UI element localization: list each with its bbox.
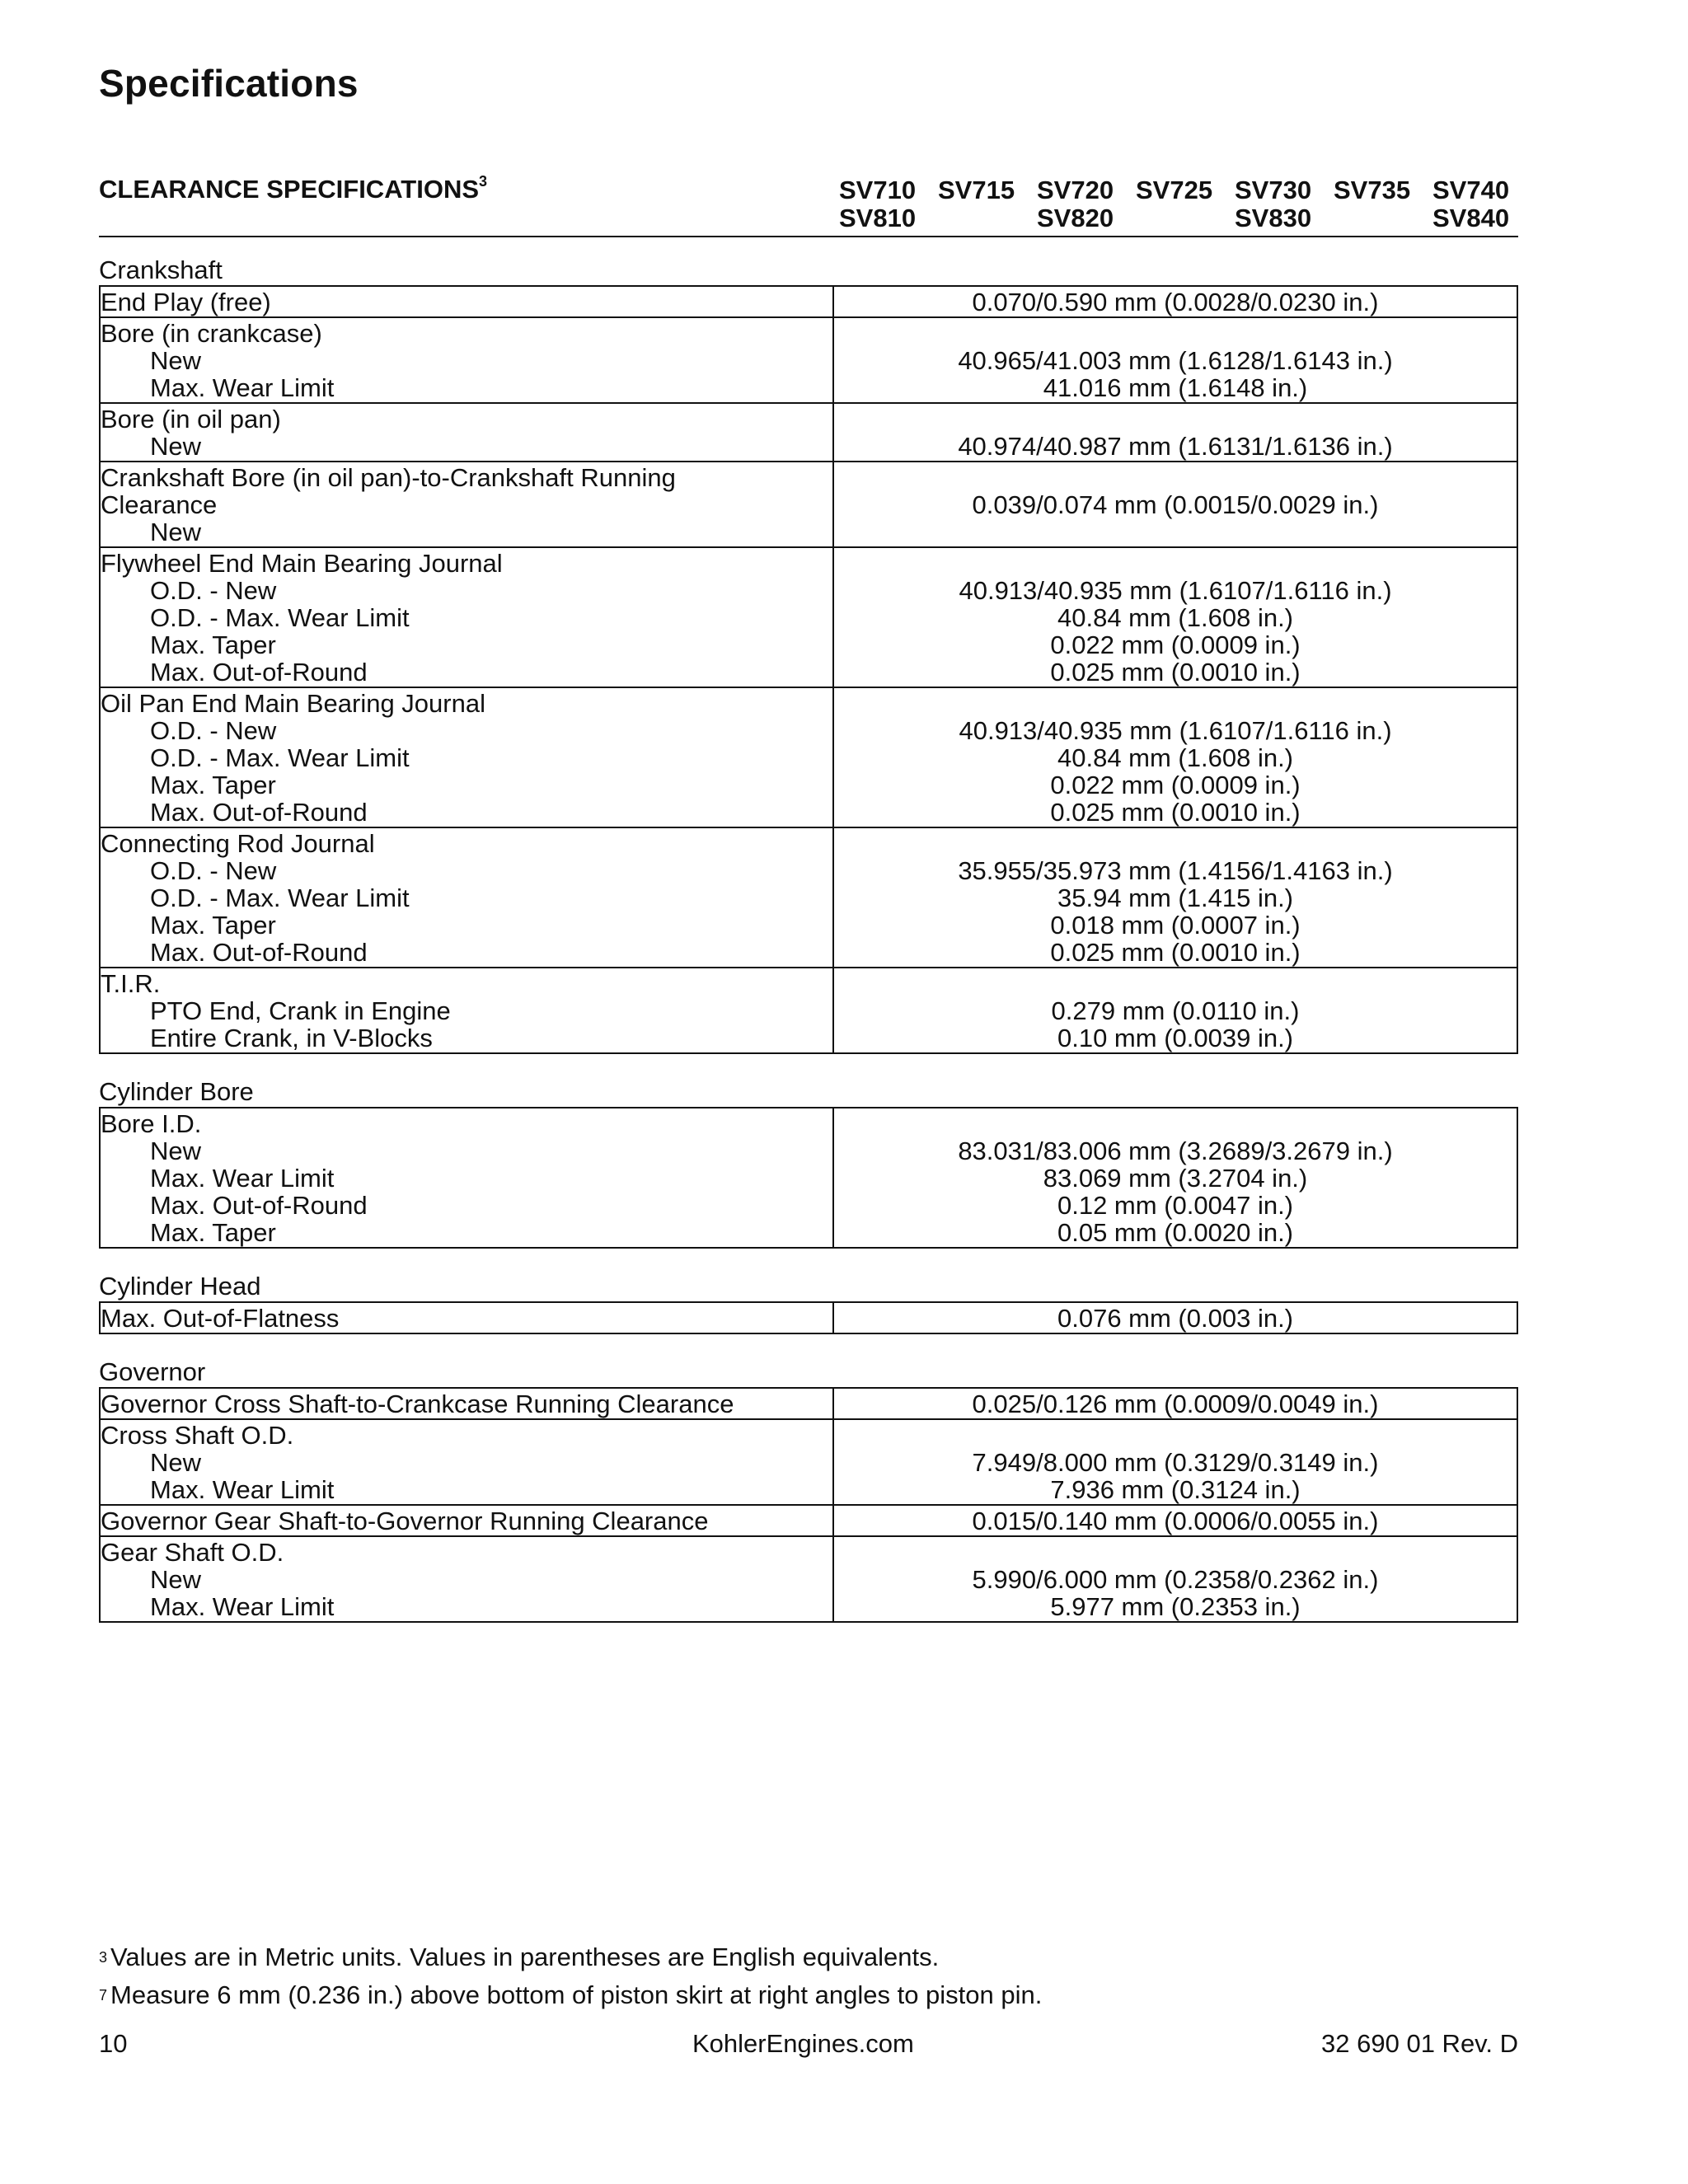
spec-label-cell [100,1302,833,1333]
table-row [100,547,1517,687]
spec-label: Clearance [101,490,218,519]
spec-label-cell [100,687,833,827]
spec-label: Oil Pan End Main Bearing Journal [101,689,485,718]
table-row [100,462,1517,547]
spec-sub-item: Max. Wear Limit [150,1592,335,1621]
spec-table-header [99,173,1518,237]
spec-table [99,1301,1518,1334]
spec-value: 40.84 mm (1.608 in.) [1057,603,1294,632]
spec-value [834,1422,1517,1449]
spec-value [834,464,1517,491]
spec-value: 0.05 mm (0.0020 in.) [1057,1218,1294,1247]
model-name: SV840 [1432,204,1510,232]
footnote-text: Measure 6 mm (0.236 in.) above bottom of piston skirt at right angles to piston pin. [110,1980,1043,2009]
spec-value-cell [833,1108,1517,1248]
footnote-text: Values are in Metric units. Values in parentheses are English equivalents. [110,1943,940,1971]
spec-value-cell [833,547,1517,687]
table-row [100,1419,1517,1505]
spec-value-cell [833,1505,1517,1536]
spec-sub-item: O.D. - Max. Wear Limit [150,883,410,912]
spec-label-cell [100,547,833,687]
document-number: 32 690 01 Rev. D [1321,2029,1518,2058]
model-column [1136,176,1212,204]
table-row [100,286,1517,317]
spec-label: T.I.R. [101,969,161,998]
model-column [938,176,1015,204]
spec-value-cell [833,462,1517,547]
spec-value: 40.84 mm (1.608 in.) [1057,743,1294,772]
spec-value: 0.025 mm (0.0010 in.) [1050,658,1301,687]
model-name: SV715 [938,176,1015,204]
spec-value [834,1539,1517,1566]
spec-sub-item: New [150,1137,202,1165]
spec-label: Bore I.D. [101,1109,202,1138]
spec-sub-item: Max. Wear Limit [150,1164,335,1193]
spec-sub-item: Entire Crank, in V-Blocks [150,1024,433,1052]
footnote-mark: 3 [99,1949,108,1966]
spec-value-cell [833,827,1517,968]
spec-label: Governor Gear Shaft-to-Governor Running Clearance [101,1507,709,1535]
spec-table [99,1107,1518,1249]
spec-label-cell [100,827,833,968]
table-row [100,968,1517,1053]
spec-value: 0.025/0.126 mm (0.0009/0.0049 in.) [972,1390,1379,1418]
spec-sub-item: Max. Wear Limit [150,373,335,402]
model-column [1037,176,1114,232]
spec-value: 0.070/0.590 mm (0.0028/0.0230 in.) [972,288,1379,316]
spec-value: 0.10 mm (0.0039 in.) [1057,1024,1294,1052]
spec-label-cell [100,1419,833,1505]
spec-value: 40.913/40.935 mm (1.6107/1.6116 in.) [959,576,1392,605]
spec-value-cell [833,1388,1517,1419]
spec-sub-item: New [150,1565,202,1594]
model-column [1235,176,1311,232]
spec-sub-item: Max. Taper [150,771,276,799]
model-name: SV725 [1136,176,1213,204]
spec-sub-item: O.D. - Max. Wear Limit [150,743,410,772]
spec-value-cell [833,968,1517,1053]
spec-value [834,690,1517,717]
spec-section [99,1357,1518,1623]
section-title: Governor [99,1357,206,1386]
spec-label: Max. Out-of-Flatness [101,1304,340,1333]
footnote [99,1976,1042,2014]
clearance-specifications-heading: CLEARANCE SPECIFICATIONS$^3$ [99,173,488,204]
model-name: SV735 [1334,176,1411,204]
model-column [1334,176,1410,204]
footnote [99,1938,1042,1976]
table-row [100,403,1517,462]
spec-label-cell [100,1388,833,1419]
spec-section [99,1272,1518,1334]
footnote-ref: 3 [479,173,488,190]
spec-value-cell [833,1536,1517,1622]
spec-label-cell [100,1505,833,1536]
spec-value: 0.022 mm (0.0009 in.) [1050,771,1301,799]
table-row [100,827,1517,968]
table-row [100,1388,1517,1419]
spec-label: Governor Cross Shaft-to-Crankcase Running Clearance [101,1390,734,1418]
spec-value: 40.913/40.935 mm (1.6107/1.6116 in.) [959,716,1392,745]
spec-label: Cross Shaft O.D. [101,1421,294,1450]
model-name: SV730 [1235,176,1312,204]
spec-sub-item: Max. Out-of-Round [150,938,368,967]
spec-value: 0.12 mm (0.0047 in.) [1057,1191,1294,1220]
model-name: SV830 [1235,204,1312,232]
model-column [1432,176,1509,232]
spec-label: Bore (in crankcase) [101,319,322,348]
spec-value: 35.94 mm (1.415 in.) [1057,883,1294,912]
table-row [100,317,1517,403]
table-row [100,1505,1517,1536]
spec-value [834,830,1517,857]
model-name: SV810 [839,204,917,232]
spec-sub-item: New [150,1448,202,1477]
spec-value [834,405,1517,433]
spec-sub-item: Max. Out-of-Round [150,1191,368,1220]
spec-value-cell [833,317,1517,403]
spec-value: 0.076 mm (0.003 in.) [1057,1304,1294,1333]
spec-value: 0.022 mm (0.0009 in.) [1050,630,1301,659]
spec-label-cell [100,286,833,317]
spec-sub-item: Max. Out-of-Round [150,658,368,687]
spec-value-cell [833,403,1517,462]
spec-value-cell [833,687,1517,827]
spec-value: 0.025 mm (0.0010 in.) [1050,938,1301,967]
spec-label: Bore (in oil pan) [101,405,281,434]
spec-sub-item: O.D. - New [150,576,277,605]
model-column [839,176,916,232]
spec-section [99,1077,1518,1249]
spec-section [99,255,1518,1054]
model-name: SV820 [1037,204,1114,232]
spec-value: 40.965/41.003 mm (1.6128/1.6143 in.) [958,346,1393,375]
spec-sub-item: O.D. - Max. Wear Limit [150,603,410,632]
page-number: 10 [99,2029,128,2058]
spec-label: Connecting Rod Journal [101,829,375,858]
spec-label-cell [100,1536,833,1622]
spec-sub-item: O.D. - New [150,856,277,885]
spec-value: 5.977 mm (0.2353 in.) [1050,1592,1301,1621]
spec-sub-item: Max. Taper [150,911,276,940]
spec-value-cell [833,1419,1517,1505]
model-name: SV710 [839,176,917,204]
spec-value [834,550,1517,577]
spec-value: 0.039/0.074 mm (0.0015/0.0029 in.) [972,490,1379,519]
spec-value: 7.949/8.000 mm (0.3129/0.3149 in.) [972,1448,1379,1477]
spec-sub-item: New [150,346,202,375]
spec-table [99,1387,1518,1623]
spec-label-cell [100,403,833,462]
spec-value [834,320,1517,347]
spec-label: End Play (free) [101,288,271,316]
spec-sub-item: PTO End, Crank in Engine [150,996,451,1025]
spec-label: Gear Shaft O.D. [101,1538,284,1567]
section-title: Cylinder Bore [99,1077,254,1106]
spec-value: 83.031/83.006 mm (3.2689/3.2679 in.) [958,1137,1393,1165]
spec-label-cell [100,968,833,1053]
page-footer [99,2029,1518,2062]
section-title: Crankshaft [99,255,223,284]
footnote-mark: 7 [99,1987,108,2004]
spec-value-cell [833,286,1517,317]
spec-label-cell [100,317,833,403]
spec-sub-item: New [150,518,202,546]
spec-value: 0.025 mm (0.0010 in.) [1050,798,1301,827]
spec-sub-item: Max. Taper [150,1218,276,1247]
spec-sub-item: Max. Taper [150,630,276,659]
website-link[interactable]: KohlerEngines.com [692,2029,914,2058]
spec-sub-item: Max. Wear Limit [150,1475,335,1504]
spec-value: 0.015/0.140 mm (0.0006/0.0055 in.) [972,1507,1379,1535]
table-row [100,687,1517,827]
spec-value-cell [833,1302,1517,1333]
model-name: SV740 [1432,176,1510,204]
spec-label: Crankshaft Bore (in oil pan)-to-Crankshaft Running [101,463,676,492]
spec-table [99,285,1518,1054]
spec-sub-item: New [150,432,202,461]
page-title: Specifications [99,62,359,105]
spec-value: 35.955/35.973 mm (1.4156/1.4163 in.) [958,856,1393,885]
spec-value [834,970,1517,997]
footnotes [99,1938,1042,2014]
spec-label-cell [100,462,833,547]
section-title: Cylinder Head [99,1272,261,1301]
table-row [100,1108,1517,1248]
spec-sections [99,255,1518,1646]
spec-label-cell [100,1108,833,1248]
spec-value: 7.936 mm (0.3124 in.) [1050,1475,1301,1504]
spec-value: 41.016 mm (1.6148 in.) [1043,373,1308,402]
spec-value [834,1110,1517,1137]
spec-value: 40.974/40.987 mm (1.6131/1.6136 in.) [958,432,1393,461]
table-row [100,1302,1517,1333]
spec-value: 5.990/6.000 mm (0.2358/0.2362 in.) [972,1565,1379,1594]
spec-value: 0.279 mm (0.0110 in.) [1051,996,1300,1025]
model-name: SV720 [1037,176,1114,204]
spec-value: 0.018 mm (0.0007 in.) [1050,911,1301,940]
table-row [100,1536,1517,1622]
spec-label: Flywheel End Main Bearing Journal [101,549,503,578]
spec-value: 83.069 mm (3.2704 in.) [1043,1164,1308,1193]
spec-sub-item: O.D. - New [150,716,277,745]
spec-sub-item: Max. Out-of-Round [150,798,368,827]
